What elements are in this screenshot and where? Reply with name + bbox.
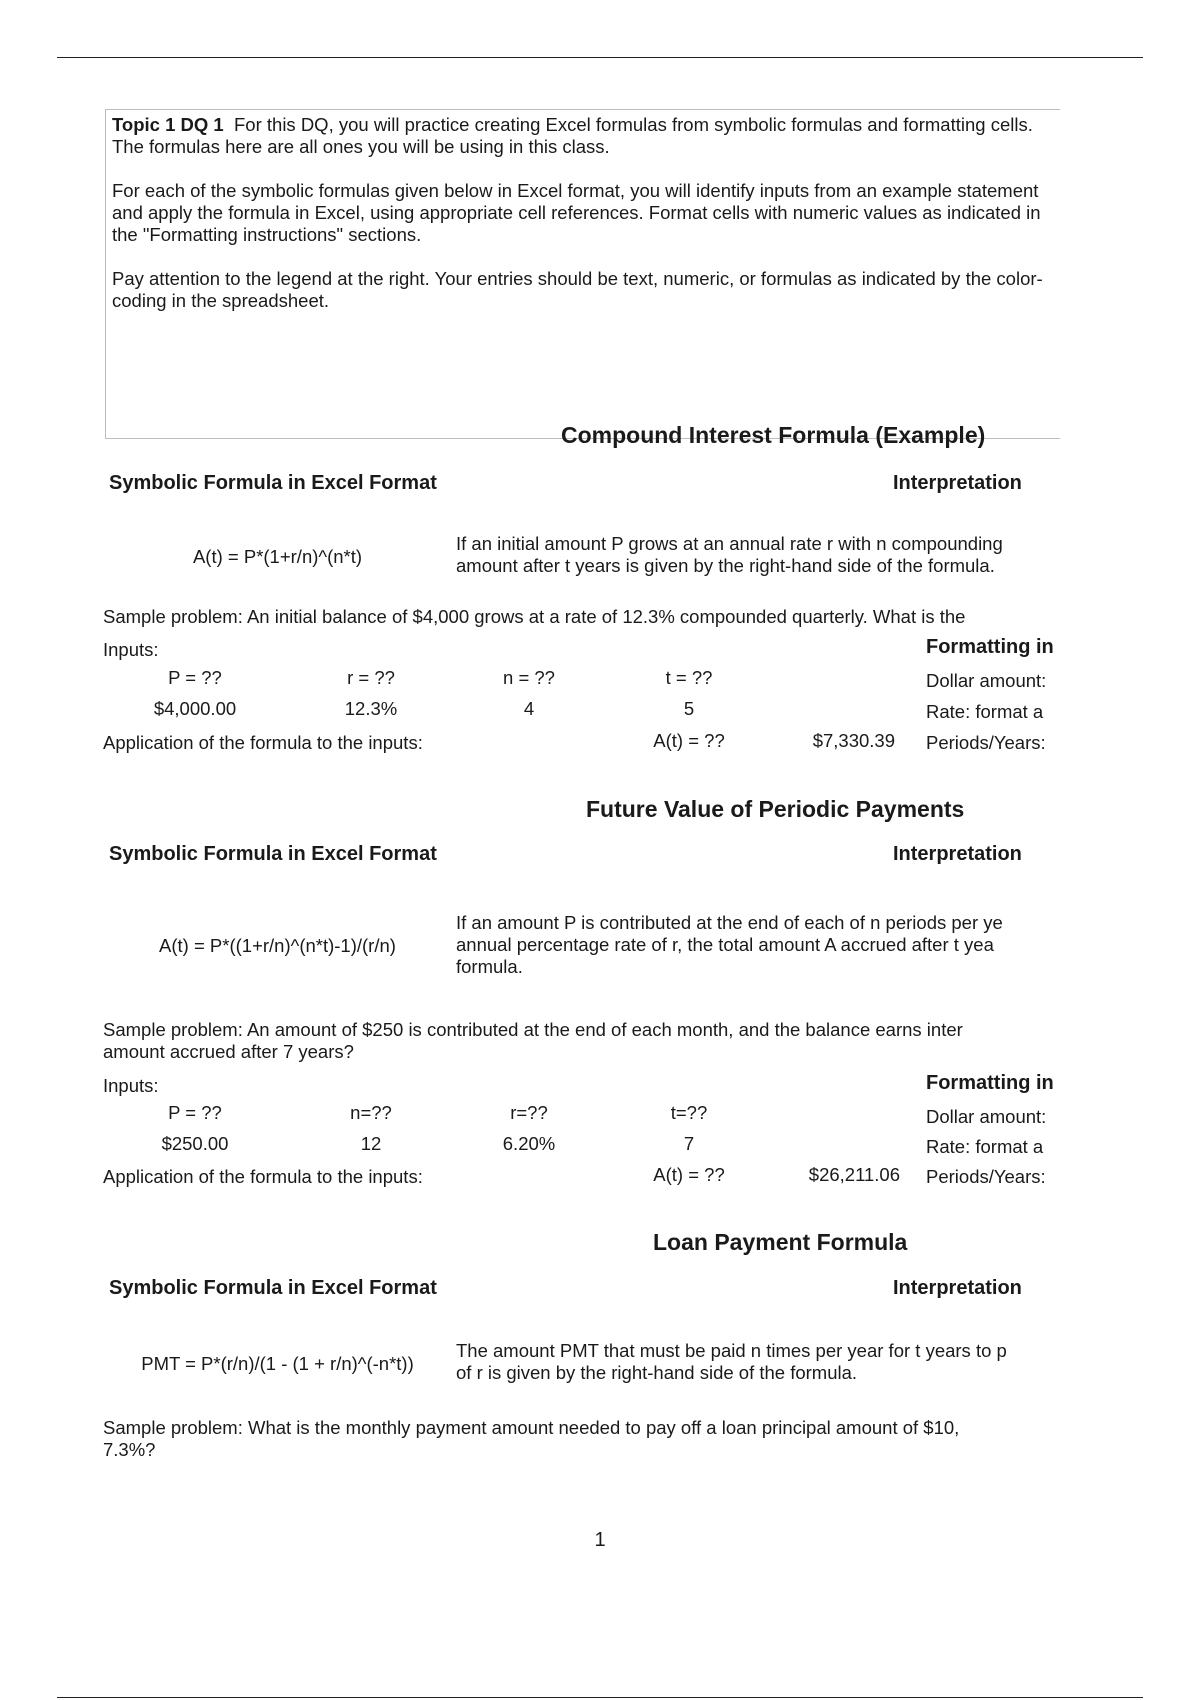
- sec1-sample-problem: [103, 606, 1060, 630]
- sec2-sample-line-2: amount accrued after 7 years?: [103, 1041, 354, 1062]
- sec1-formatting-legend: [926, 636, 1060, 756]
- sec2-formatting-legend: [926, 1072, 1060, 1192]
- sec1-input-value-t: 5: [683, 698, 695, 719]
- sec3-title: Loan Payment Formula: [653, 1229, 908, 1255]
- sec2-formatting-heading: Formatting in: [926, 1072, 1054, 1094]
- sec2-interp-line-1: If an amount P is contributed at the end of each of n periods per ye: [456, 912, 1003, 933]
- sec2-formula: A(t) = P*((1+r/n)^(n*t)-1)/(r/n): [159, 935, 396, 956]
- sec2-input-value-p: $250.00: [161, 1133, 229, 1154]
- sec1-inputs-label: Inputs:: [103, 639, 159, 660]
- intro-text: [112, 114, 1058, 432]
- sec2-input-label-p: P = ??: [168, 1102, 222, 1123]
- sec1-interp-line-2: amount after t years is given by the right-hand side of the formula.: [456, 555, 995, 576]
- sec2-interpretation-heading: Interpretation: [893, 843, 1022, 865]
- bottom-rule: [57, 1697, 1143, 1698]
- sec2-input-value-t: 7: [683, 1133, 695, 1154]
- sec1-input-label-n: n = ??: [503, 667, 555, 688]
- sec1-title-clip: [540, 422, 1060, 448]
- sec2-sample-problem: [103, 1019, 1060, 1065]
- sec1-result-value: $7,330.39: [812, 730, 895, 751]
- sec2-symbolic-heading: Symbolic Formula in Excel Format: [109, 843, 437, 865]
- sec1-input-value-p: $4,000.00: [153, 698, 237, 719]
- sec3-interpretation-heading: Interpretation: [893, 1277, 1022, 1299]
- sec2-legend-rate: Rate: format a: [926, 1136, 1044, 1157]
- intro-lead: Topic 1 DQ 1: [112, 114, 224, 135]
- sec1-legend-rate: Rate: format a: [926, 701, 1044, 722]
- sec1-title: Compound Interest Formula (Example): [561, 422, 986, 448]
- top-rule: [57, 57, 1143, 58]
- sec3-sample-line-1: Sample problem: What is the monthly payment amount needed to pay off a loan principal amount of $10,: [103, 1417, 960, 1438]
- sec2-input-label-r: r=??: [510, 1102, 548, 1123]
- sec1-sample-text: Sample problem: An initial balance of $4,000 grows at a rate of 12.3% compounded quarterly. What is the: [103, 606, 966, 627]
- sec1-application-label: Application of the formula to the inputs:: [103, 732, 423, 753]
- sec1-input-label-p: P = ??: [168, 667, 222, 688]
- page-number: 1: [594, 1529, 606, 1551]
- sec2-interpretation: [456, 912, 1060, 982]
- intro-paragraph-1: For this DQ, you will practice creating Excel formulas from symbolic formulas and formatting cells. The formulas here are all ones you will be using in this class.: [112, 114, 1033, 157]
- sec1-interpretation-heading: Interpretation: [893, 472, 1022, 494]
- intro-paragraph-2: For each of the symbolic formulas given below in Excel format, you will identify inputs from an example statement and apply the formula in Excel, using appropriate cell references. Format cells with numeric values as indicated in the "Formatting instructions" sections.: [112, 180, 1041, 245]
- sec2-result-label: A(t) = ??: [653, 1164, 725, 1185]
- sec1-symbolic-heading: Symbolic Formula in Excel Format: [109, 472, 437, 494]
- sec3-interp-line-1: The amount PMT that must be paid n times per year for t years to p: [456, 1340, 1007, 1361]
- sec1-legend-periods: Periods/Years:: [926, 732, 1046, 753]
- sec2-input-value-n: 12: [360, 1133, 382, 1154]
- sec1-formula: A(t) = P*(1+r/n)^(n*t): [192, 546, 363, 567]
- sec2-inputs-label: Inputs:: [103, 1075, 159, 1096]
- sec1-input-label-r: r = ??: [347, 667, 395, 688]
- sec1-interpretation: [456, 533, 1060, 581]
- sec2-legend-dollar: Dollar amount:: [926, 1106, 1047, 1127]
- sec2-input-label-n: n=??: [350, 1102, 392, 1123]
- sec3-sample-problem: [103, 1417, 1060, 1463]
- sec2-result-value: $26,211.06: [808, 1164, 900, 1185]
- sec2-legend-periods: Periods/Years:: [926, 1166, 1046, 1187]
- sec2-title: Future Value of Periodic Payments: [586, 796, 965, 822]
- sec1-input-value-n: 4: [523, 698, 535, 719]
- sec2-interp-line-3: formula.: [456, 956, 523, 977]
- sec1-input-value-r: 12.3%: [344, 698, 398, 719]
- sec3-formula: PMT = P*(r/n)/(1 - (1 + r/n)^(-n*t)): [141, 1353, 414, 1374]
- sec1-input-label-t: t = ??: [665, 667, 713, 688]
- sec2-interp-line-2: annual percentage rate of r, the total amount A accrued after t yea: [456, 934, 994, 955]
- intro-paragraph-3: Pay attention to the legend at the right. Your entries should be text, numeric, or formulas as indicated by the color-coding in the spreadsheet.: [112, 268, 1043, 311]
- sec3-interpretation: [456, 1340, 1060, 1388]
- sec3-sample-line-2: 7.3%?: [103, 1439, 156, 1460]
- sec1-result-label: A(t) = ??: [653, 730, 725, 751]
- sec1-interp-line-1: If an initial amount P grows at an annual rate r with n compounding: [456, 533, 1003, 554]
- sec2-input-value-r: 6.20%: [502, 1133, 556, 1154]
- sec1-formatting-heading: Formatting in: [926, 636, 1054, 658]
- sec2-input-label-t: t=??: [670, 1102, 708, 1123]
- sec2-application-label: Application of the formula to the inputs:: [103, 1166, 423, 1187]
- sec3-symbolic-heading: Symbolic Formula in Excel Format: [109, 1277, 437, 1299]
- sec1-legend-dollar: Dollar amount:: [926, 670, 1047, 691]
- sec3-interp-line-2: of r is given by the right-hand side of the formula.: [456, 1362, 858, 1383]
- sec2-sample-line-1: Sample problem: An amount of $250 is contributed at the end of each month, and the balance earns inter: [103, 1019, 963, 1040]
